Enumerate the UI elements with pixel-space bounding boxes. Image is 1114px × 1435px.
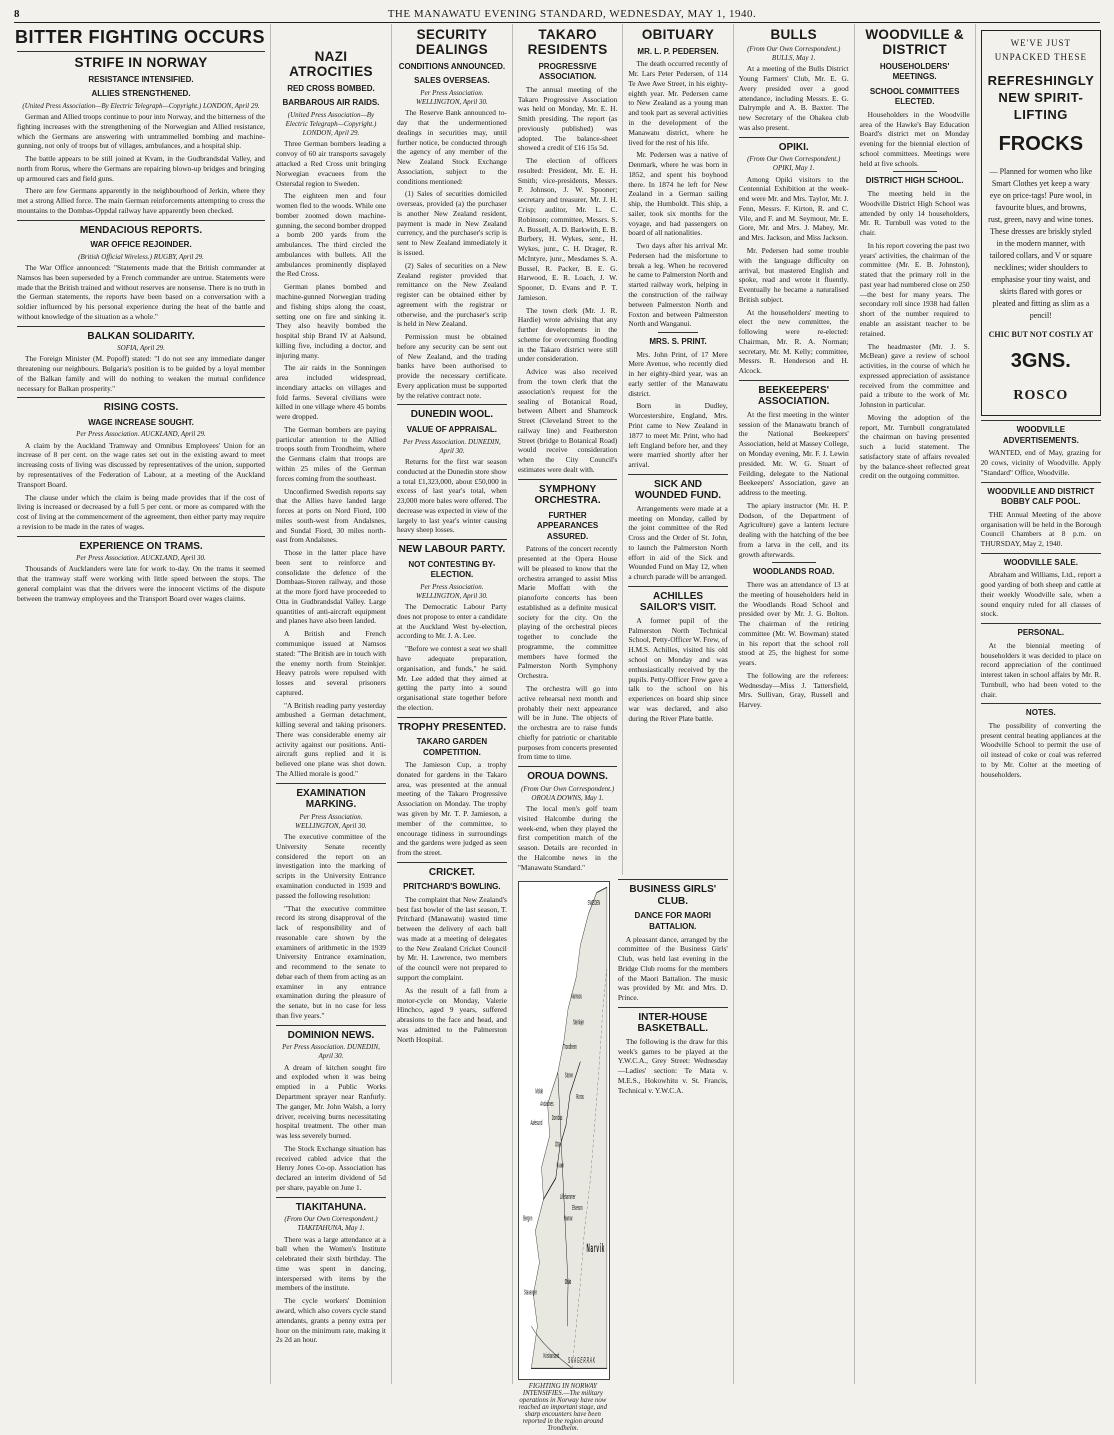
subhead: CONDITIONS ANNOUNCED.: [398, 61, 506, 71]
headline: BALKAN SOLIDARITY.: [87, 330, 195, 342]
columns: [12, 24, 1106, 1433]
paragraph: The air raids in the Sonningen area included widespread, incendiary attacks on villages and fold farms. Several civilians were killed in one village where 45 bombs were dropped.: [276, 363, 386, 422]
paragraph: A claim by the Auckland Tramway and Omnibus Employees' Union for an increase of 8 per cent. on the wage rates set out in the existing award to meet increasing costs of living was discussed by representatives of the union, supported by representatives of the Federation of Labour, at a meeting of the Auckland Transport Board.: [17, 440, 265, 489]
headline-strife-norway: STRIFE IN NORWAY: [74, 54, 208, 70]
subhead: RESISTANCE INTENSIFIED.: [88, 74, 194, 84]
masthead: [14, 6, 1100, 23]
dateline: (From Our Own Correspondent.) OPIKI, May 1.: [747, 155, 841, 173]
subhead: DISTRICT HIGH SCHOOL.: [865, 176, 964, 186]
dateline: (British Official Wireless.) RUGBY, April 29.: [78, 252, 204, 261]
map-label: Steinkjer: [572, 1019, 584, 1028]
map-label: Andalsnes: [540, 1101, 554, 1110]
column-7: [855, 24, 976, 1384]
paragraph: "A British reading party yesterday ambushed a German detachment, killing several and taking prisoners. There was considerable enemy air activity against our positions. Anti-aircraft guns replied and it is believed one plane was shot down. The Allied morale is good.": [276, 700, 386, 778]
headline-security-dealings: SECURITY DEALINGS: [415, 27, 488, 57]
paragraph: The clause under which the claim is being made provides that if the cost of living is increased or decreased by a full 5 per cent. or more as compared with the cost of living at the commencement of the agreement, then either party may require a revision to be made in the rates of wages.: [17, 492, 265, 531]
paragraph: Returns for the first war season conducted at the Dunedin store show a total £1,323,000, about £50,000 in excess of last year's total, when 23,000 more bales were offered. The decrease was expected in view of the largely to last year's winter causing heavy sheep losses.: [396, 456, 507, 535]
column-1: [12, 24, 271, 1384]
paragraph: A British and French communique issued at Namsos stated: "The British are in touch with the enemy north from Steinkjer. Heavy patrols were repulsed with losses and several prisoners captured.: [276, 629, 386, 697]
map-label: Elverum: [572, 1204, 583, 1213]
map-row: [513, 875, 733, 1435]
headline: BEEKEEPERS' ASSOCIATION.: [757, 384, 830, 408]
paragraph: Abraham and Williams, Ltd., report a good yarding of both sheep and cattle at their weekly Woodville sale, when a sound enquiry ruled for all classes of stock.: [980, 570, 1102, 619]
paragraph: German and Allied troops continue to pour into Norway, and the bitterness of the fighting increases with the strengthening of the Norwegian and Allied resistance, which the Germans are answering with untrammelled bombing and machine-gunning, not only of troops but of villages, ambulances, and a hospital ship.: [17, 112, 265, 151]
subhead: RED CROSS BOMBED.: [287, 83, 375, 93]
paragraph: The Foreign Minister (M. Popoff) stated: "I do not see any immediate danger threatening our neighbours. Bulgaria's position is to be guided by a loyal member of the Balkan family and will do nothing to weaken the mutual confidence necessary for Balkan prosperity.": [17, 354, 265, 393]
banner-headline: BITTER FIGHTING OCCURS: [15, 27, 265, 47]
paragraph: The executive committee of the University Senate recently considered the report on an investigation into the marking of scripts in the University Entrance examination conducted in 1939 and passed the following resolution:: [276, 832, 386, 900]
page-number: 8: [14, 8, 20, 20]
paragraph: In his report covering the past two years' activities, the chairman of the committee (Mr. E. B. Johnston), stated that the primary roll in the past year had numbered close on 250—the best for many years. The secondary roll since 1938 had fallen short of the number required to enable an assistant teacher to be retained.: [859, 240, 970, 338]
subhead: FURTHER APPEARANCES ASSURED.: [536, 510, 599, 541]
paragraph: The complaint that New Zealand's best fast bowler of the last season, T. Pritchard (Manawatu) wasted time between the delivery of each ball was made at a meeting of delegates to the New Zealand Cricket Council by Mr. H. Lawrence, two members of the council were not prepared to support the complaint.: [396, 894, 507, 982]
paragraph: A pleasant dance, arranged by the committee of the Business Girls' Club, was held last evening in the Bridge Club rooms for the members of the Maori Battalion. The music was provided by Mr. and Mrs. D. Prince.: [617, 934, 728, 1003]
paragraph: There was a large attendance at a ball when the Women's Institute celebrated their sixth birthday. The time was spent in dancing, interspersed with items by the members of the institute.: [276, 1234, 386, 1293]
paragraph: "That the executive committee record its strong disapproval of the lack of responsibility and of reasonable care shown by the examiners of arithmetic in the 1939 University Entrance examination, and recommend to the senate to debar each of them from acting as an examiner in any entrance examination during the pleasure of the senate, but in no case for less than five years.": [276, 903, 386, 1020]
headline-obituary: OBITUARY: [641, 27, 715, 42]
headline: WOODVILLE SALE.: [1003, 557, 1078, 567]
map-label: Aalesund: [530, 1120, 543, 1129]
paragraph: Patrons of the concert recently presented at the Opera House will be pleased to know that the orchestra arranged to assist Miss Marie Moffatt with the pianoforte concerts has been established as a definite musical society for the city. On the playing of the orchestral pieces together to conclude the programme, the committee members have formed the Palmerston North Symphony Orchestra.: [517, 544, 618, 681]
map-label: Molde: [535, 1088, 544, 1097]
paragraph: The eighteen men and four women fled to the woods. While one bomber zoomed down machine-gunning, the second bomber dropped a bomb 200 yards from the ambulances. The third circled the ambulances with bullets. All the ambulances prominently displayed the Red Cross.: [276, 191, 386, 279]
column-4: [513, 24, 623, 875]
column-6: [734, 24, 855, 1384]
headline-bulls: BULLS: [770, 27, 817, 42]
map-label: Narvik: [586, 1242, 605, 1256]
column-3: [392, 24, 513, 1384]
headline: WOODVILLE AND DISTRICT BOBBY CALF POOL.: [987, 486, 1095, 507]
dateline: (United Press Association—By Electric Telegraph—Copyright.) LONDON, April 29.: [285, 110, 377, 138]
paragraph: The Reserve Bank announced to-day that the undermentioned dealings in securities may, until further notice, be conducted through the agency of any member of the New Zealand Stock Exchange Association, subject to the conditions mentioned:: [396, 108, 507, 186]
paragraph: There are few Germans apparently in the neighbourhood of Jerkin, where they met a strong Allied force. The main German reinforcements attempting to cross the mountains to the Dombas-Oppdal railway have apparently been checked.: [17, 186, 265, 215]
ad-price-label: CHIC BUT NOT COSTLY AT: [988, 329, 1093, 339]
paragraph: The death occurred recently of Mr. Lars Peter Pedersen, of 114 Te Awe Awe Street, in his eighty-eighth year. Mr. Pedersen came to New Zealand as a young man and took part as several activities in the development of the Manawatu district, where he lived for the rest of his life.: [628, 59, 728, 147]
dateline: (From Our Own Correspondent.) TIAKITAHUNA, May 1.: [284, 1215, 378, 1233]
paragraph: Among Opiki visitors to the Centennial Exhibition at the week-end were Mr. and Mrs. Taylor, Mr. J. Fenn, Messrs. F. Kirton, R. and C. Vile, and F. and M. Seymour, Mr. E. Gore, Mr. and Mrs. J. Mabey, Mr. and Mrs. Jackson, and Miss Jackson.: [738, 174, 849, 243]
subhead: PRITCHARD'S BOWLING.: [403, 882, 501, 892]
subhead: HOUSEHOLDERS' MEETINGS.: [879, 61, 950, 82]
dateline: (From Our Own Correspondent.) BULLS, May 1.: [747, 44, 841, 63]
map-label: Roros: [576, 1093, 584, 1102]
paragraph: The meeting held in the Woodville District High School was attended by only 14 householders, Mr. R. Turnbull was voted to the chair.: [859, 189, 970, 238]
column-5: [623, 24, 732, 875]
subhead: WAGE INCREASE SOUGHT.: [88, 417, 194, 427]
map-caption: FIGHTING IN NORWAY INTENSIFIES.—The military operations in Norway have now reached an important stage, and sharp encounters have been reported in the region around Trondheim.: [518, 1383, 607, 1433]
headline: OROUA DOWNS.: [527, 771, 608, 783]
paragraph: The cycle workers' Dominion award, which also covers cycle stand attendants, grants a penny extra per hour on the minimum rate, making it 2s 2d an hour.: [276, 1296, 386, 1345]
paragraph: The War Office announced: "Statements made that the British commander at Namsos has been superseded by a French commander are untrue. Statements were made that the British trained and without reserves are nonsense. There is no truth in the German statements, the reports have been based on a conversation with a soldier influenced by his personal experience during the heat of the battle and without knowledge of the situation as a whole.": [17, 263, 265, 321]
dateline: (United Press Association—By Electric Telegraph—Copyright.) LONDON, April 29.: [22, 101, 260, 110]
subhead: SALES OVERSEAS.: [414, 76, 490, 86]
subhead: SCHOOL COMMITTEES ELECTED.: [869, 86, 960, 107]
headline-nazi-atrocities: NAZI ATROCITIES: [289, 49, 373, 79]
column-5b: [613, 875, 733, 1435]
map-label: Bergen: [522, 1215, 533, 1224]
ad-brand: ROSCO: [1013, 387, 1069, 403]
dateline: Per Press Association. DUNEDIN, April 30.: [403, 437, 501, 455]
norway-map: [518, 881, 610, 1380]
headline-takaro-residents: TAKARO RESIDENTS: [527, 27, 608, 57]
paragraph: Thousands of Aucklanders were late for work to-day. On the trams it seemed that the tramway staff were working with little speed between the stops. The general complaint was that the drivers were the innocent victims of the dispute between the tramway employees and the Transport Board over wages claims.: [17, 564, 265, 603]
map-block: [513, 875, 613, 1435]
paragraph: As the result of a fall from a motor-cycle on Monday, Valerie Hinchco, aged 9 years, suffered abrasions to the face and head, and was admitted to the Palmerston North Hospital.: [396, 985, 507, 1044]
map-label: Dombas: [551, 1115, 563, 1124]
column-8: [976, 24, 1106, 1384]
ad-tagline: WE'VE JUST UNPACKED THESE: [994, 38, 1087, 62]
subhead: NOT CONTESTING BY-ELECTION.: [408, 559, 496, 580]
dateline: Per Press Association. AUCKLAND, April 30.: [76, 554, 206, 563]
paragraph: Unconfirmed Swedish reports say that the Allies have landed large forces at ports on Nord Fiord, 100 miles south-west from Andalsnes, and Sundal Fiord, 30 miles north-east from Andalsnes.: [276, 486, 386, 545]
ad-title: REFRESHINGLY NEW SPIRIT-LIFTING: [987, 73, 1095, 123]
subhead: ALLIES STRENGTHENED.: [91, 89, 191, 99]
headline: DUNEDIN WOOL.: [410, 409, 494, 421]
paragraph: The apiary instructor (Mr. H. P. Dodson, of the Department of Agriculture) gave a lantern lecture dealing with the hatching of the bee from a larva in the cell, and its growth afterwards.: [738, 500, 849, 559]
ad-body: — Planned for women who like Smart Clothes yet keep a wary eye on price-tags! Pure wool, in favourite blues, and browns, rust, green, navy and wine tones. These dresses are briskly styled in the modern manner, with tailored collars, and V or square necklines; wider shoulders to emphasise your tiny waist, and skirts flared with gores or pleated and fitting as slim as a pencil!: [988, 166, 1094, 320]
paragraph: Advice was also received from the town clerk that the association's request for the sealing of Botanical Road, between Albert and Shamrock Street (Cleveland Street to the railway line) and Featherston Street (bridge to Botanical Road) would receive consideration when the City Council's estimates were dealt with.: [517, 367, 618, 474]
paragraph: A dream of kitchen sought fire and exploded when it was being emptied in a Public Works Department sprayer near Ranfurly. The ganger, Mr. John Walsh, a lorry driver, receiving burns necessitating hospital treatment. The other man was less severely burned.: [276, 1062, 386, 1141]
headline: INTER-HOUSE BASKETBALL.: [637, 1011, 709, 1035]
headline: NOTES.: [1025, 708, 1056, 718]
paragraph: WANTED, end of May, grazing for 20 cows, vicinity of Woodville. Apply "Standard" Office, Woodville.: [980, 448, 1102, 477]
subhead: TAKARO GARDEN COMPETITION.: [416, 737, 488, 757]
paragraph: Born in Dudley, Worcestershire, England, Mrs. Print came to New Zealand in 1877 to meet Mr. Print, who had left England before her, and they were married shortly after her arrival.: [628, 401, 728, 470]
paragraph: The battle appears to be still joined at Kvam, in the Gudbrandsdal Valley, and north from Rorus, where the Germans are repairing blown-up bridges and bringing up armoured cars and field guns.: [17, 154, 265, 183]
dateline: Per Press Association. WELLINGTON, April 30.: [416, 88, 488, 107]
subhead: MRS. S. PRINT.: [649, 337, 707, 347]
paragraph: Three German bombers leading a convoy of 60 air transports savagely attacked a Red Cross unit bringing Norwegian evacuees from the Ostersdal region to Sweden.: [276, 139, 386, 188]
paragraph: The town clerk (Mr. J. R. Hardie) wrote advising that any further developments in the scheme for overcoming flooding in the Takaro district were still under consideration.: [517, 305, 618, 364]
headline-woodville: WOODVILLE & DISTRICT: [865, 27, 964, 57]
subhead: MR. L. P. PEDERSEN.: [637, 46, 719, 56]
masthead-title: THE MANAWATU EVENING STANDARD, WEDNESDAY, MAY 1, 1940.: [387, 8, 757, 20]
paragraph: Two days after his arrival Mr. Pedersen had the misfortune to break a leg. When he recovered he came to Palmerston North and started railway work, helping in the construction of the railway between Palmerston North and Foxton and between Palmerston North and Wanganui.: [628, 241, 728, 329]
dateline: Per Press Association. AUCKLAND, April 29.: [76, 430, 206, 439]
headline: NEW LABOUR PARTY.: [398, 544, 506, 556]
dateline: Per Press Association. DUNEDIN, April 30.: [282, 1043, 380, 1061]
headline: TIAKITAHUNA.: [295, 1201, 367, 1213]
paragraph: Householders in the Woodville area of the Hawke's Bay Education Board's district met on Monday evening for the biennial election of school committees. Meetings were held at five schools.: [859, 109, 970, 168]
paragraph: The election of officers resulted: President, Mr. E. H. Smith; vice-presidents, Messrs. P. Johnson, J. W. Spooner; secretary and treasurer, Mr. J. H. Crisp; auditor, Mr. L. C. Robinson; committee, Messrs. S. A. Bussell, A. D. Barkwith, E. B. Burbery, H. Wykes, senr., H. Wykes, junr., C. H. Drager, R. McIntyre, junr., Mesdames S. A. Bussel, R. Packer, B. E. G. Harwood, E. R. Loach, J. W. Spooner, D. Evans and P. T. Jamieson.: [517, 156, 618, 302]
dateline: SOFIA, April 29.: [117, 344, 165, 353]
map-label: Hamar: [563, 1215, 573, 1224]
headline: BUSINESS GIRLS' CLUB.: [629, 884, 717, 907]
frocks-advertisement: [981, 30, 1101, 416]
paragraph: (2) Sales of securities on a New Zealand register provided that remittance on the New Zealand register can be obtained either by agreement with the registrar or otherwise, and the purchaser's scrip is held in New Zealand.: [396, 260, 507, 329]
ad-price: 3GNS.: [1010, 350, 1071, 373]
dateline: (From Our Own Correspondent.) OROUA DOWNS, May 1.: [520, 784, 615, 802]
paragraph: THE Annual Meeting of the above organisation will be held in the Borough Council Chambers at 8 p.m. on THURSDAY, May 2, 1940.: [980, 509, 1102, 549]
dateline: Per Press Association. WELLINGTON, April 30.: [295, 812, 367, 830]
headline: MENDACIOUS REPORTS.: [79, 224, 203, 236]
paragraph: "Before we contest a seat we shall have adequate preparation, organisation, and funds," he said. Mr. Lee added that they aimed at getting the party into a sound organisational state together before the election.: [396, 644, 507, 712]
map-label: Trondheim: [563, 1044, 577, 1053]
headline: OPIKI.: [778, 141, 809, 153]
headline: EXAMINATION MARKING.: [296, 787, 366, 811]
subhead: WOODLANDS ROAD.: [753, 567, 835, 577]
headline: EXPERIENCE ON TRAMS.: [79, 540, 203, 552]
paragraph: At the householders' meeting to elect the new committee, the following were re-elected: Chairman, Mr. R. A. Norman; secretary, Mr. M. Kelly; committee, Messrs. R. Henderson and H. Alcock.: [738, 307, 849, 376]
column-2: [271, 24, 392, 1384]
headline: WOODVILLE ADVERTISEMENTS.: [1002, 425, 1079, 445]
paragraph: Mr. Pedersen was a native of Denmark, where he was born in 1852, and spent his boyhood there. In 1874 he left for New Zealand in a German sailing ship, the Humboldt. This ship, a sailer, took six months for the voyage, and had passengers on board of all nationalities.: [628, 150, 728, 238]
headline: SICK AND WOUNDED FUND.: [634, 478, 722, 502]
ad-headline: FROCKS: [998, 133, 1084, 156]
map-label: Stavanger: [523, 1289, 537, 1298]
paragraph: Arrangements were made at a meeting on Monday, called by the joint committee of the Red Cross and the Order of St. John, to launch the Palmerston North effort in aid of the Sick and Wounded Fund on May 12, when a church parade will be arranged.: [628, 503, 728, 582]
paragraph: The local men's golf team visited Halcombe during the week-end, when they played the first competition match of the season. Details are recorded in the Halcombe news in the "Manawatu Standard.": [517, 804, 618, 872]
map-label: SWEDEN: [587, 900, 601, 909]
map-label: SKAGERRAK: [567, 1356, 596, 1367]
paragraph: Permission must be obtained before any security can be sent out of New Zealand, and the trading banks have been authorised to provide the necessary certificate. Every application must be supported by the relative contract note.: [396, 332, 507, 400]
headline: DOMINION NEWS.: [287, 1029, 375, 1041]
paragraph: At a meeting of the Bulls District Young Farmers' Club, Mr. E. G. Avery presided over a good attendance, including Messrs. E. G. Dalrymple and A. B. Baxter. The new Secretary of the Ohakea club was also present.: [738, 64, 849, 132]
paragraph: The orchestra will go into active rehearsal next month and probably their next appearance will be in June. The objects of the orchestra are to raise funds chiefly for patriotic or charitable purposes from concerts presented from time to time.: [517, 684, 618, 762]
subhead: PROGRESSIVE ASSOCIATION.: [538, 61, 597, 82]
paragraph: The Stock Exchange situation has received cabled advice that the Henry Jones Co-op. Association has declared an interim dividend of 5d per share, payable on June 1.: [276, 1143, 386, 1192]
paragraph: The possibility of converting the present central heating appliances at the Woodville School to permit the use of oil instead of coke or coal was referred to by Mr. Colter at the meeting of householders.: [980, 720, 1102, 779]
subhead: BARBAROUS AIR RAIDS.: [282, 98, 380, 108]
paragraph: The German bombers are paying particular attention to the Allied troops south from Trondheim, where the Germans claim that troops are within 25 miles of the German forces coming from the southeast.: [276, 424, 386, 483]
paragraph: At the biennial meeting of householders it was decided to place on record appreciation of the continued interest taken in school affairs by Mr. R. Turnbull, who had been voted to the chair.: [980, 640, 1102, 699]
map-label: Lillehammer: [559, 1194, 576, 1203]
subhead: VALUE OF APPRAISAL.: [406, 424, 498, 434]
paragraph: At the first meeting in the winter session of the Manawatu branch of the National Beekeepers' Association, held at Massey College, on Monday evening, Mr. F. J. Lewin presided. Mr. W. G. Stuart of Feilding, delegate to the National Beekeepers' Association, gave an address to the meeting.: [738, 409, 849, 498]
paragraph: Mrs. John Print, of 17 Mere Mere Avenue, who recently died in her eighty-third year, was an early settler of the Manawatu district.: [628, 349, 728, 398]
paragraph: The Jamieson Cup, a trophy donated for gardens in the Takaro area, was presented at the annual meeting of the Takaro Progressive Association on Monday. The trophy was given by Mr. T. P. Jamieson, a member of the committee, to encourage tidiness in surroundings and the gardens were judged as seen from the street.: [396, 760, 507, 858]
map-label: Kristiansand: [543, 1353, 560, 1361]
map-label: Namsos: [571, 993, 582, 1002]
map-label: Oslo: [564, 1279, 572, 1287]
paragraph: There was an attendance of 13 at the meeting of householders held in the Woodlands Road School and presided over by Mr. J. G. Bolton. The chairman of the retiring committee (Mr. W. Bowman) stated in his report that the school roll stood at 25, the highest for some years.: [738, 579, 849, 668]
paragraph: German planes bombed and machine-gunned Norwegian trading and fishing ships along the coast, setting one on fire and sinking it. They also heavily bombed the hospital ship Brand IV at Aalsund, killing five, including a doctor, and injuring many.: [276, 282, 386, 360]
headline: CRICKET.: [428, 866, 475, 878]
dateline: Per Press Association. WELLINGTON, April 30.: [416, 582, 488, 600]
map-label: Storen: [564, 1072, 574, 1081]
paragraph: Those in the latter place have been sent to reinforce and consolidate the defence of the Dombaas-Storen railway, and those at the more fjord have proceeded to Otta in Gudbrandsdal Valley. Large quantities of anti-aircraft equipment and planes have also been landed.: [276, 548, 386, 626]
subhead: DANCE FOR MAORI BATTALION.: [634, 911, 711, 931]
headline: ACHILLES SAILOR'S VISIT.: [639, 590, 717, 614]
paragraph: A former pupil of the Palmerston North Technical School, Petty-Officer W. Frew, of H.M.S. Achilles, visited his old school on Monday and was enthusiastically received by the pupils. Petty-Officer Frew gave a talk to the school on his experiences on board ship since war was declared, and also during the River Plate battle.: [628, 615, 728, 723]
paragraph: The headmaster (Mr. J. S. McBean) gave a review of school activities, in the course of which he expressed appreciation of assistance received from the committee and paid a tribute to the work of Mr. Johnston in particular.: [859, 341, 970, 410]
paragraph: Moving the adoption of the report, Mr. Turnbull congratulated the chairman on having presented such a lucid statement. The satisfactory state of affairs revealed by the balance-sheet reflected great credit on the outgoing committee.: [859, 412, 970, 481]
paragraph: The following are the referees: Wednesday—Miss J. Tattersfield, Mrs. Sullivan, Gray, Russell and Harvey.: [738, 670, 849, 710]
headline: TROPHY PRESENTED.: [397, 721, 506, 733]
map-label: Otta: [554, 1141, 561, 1150]
paragraph: Mr. Pedersen had some trouble with the language difficulty on arrival, but mastered English and spoke, read and wrote it fluently. Eventually he became a naturalised British subject.: [738, 246, 849, 304]
headline: PERSONAL.: [1017, 628, 1065, 638]
subhead: WAR OFFICE REJOINDER.: [90, 240, 192, 250]
paragraph: (1) Sales of securities domiciled overseas, provided (a) the purchaser is another New Zealand resident, payment is made in New Zealand currency, and the purchaser's scrip is sent to New Zealand immediately it is issued.: [396, 189, 507, 257]
center-block: [513, 24, 734, 1433]
headline: SYMPHONY ORCHESTRA.: [534, 483, 601, 507]
paragraph: The following is the draw for this week's games to be played at the Y.W.C.A., Grey Street: Wednesday—Ladies' section: Te Mata v. M.E.S., Hokowhitu v. St. Francis, Technical v. Y.W.C.A.: [617, 1036, 728, 1095]
paragraph: The Democratic Labour Party does not propose to enter a candidate at the Auckland West by-election, according to Mr. J. A. Lee.: [396, 602, 507, 641]
map-label: Kvam: [556, 1162, 564, 1171]
paragraph: The annual meeting of the Takaro Progressive Association was held on Monday, Mr. E. H. Smith presiding. The report (as previously published) was adopted. The balance-sheet showed a credit of £16 15s 5d.: [517, 84, 618, 153]
headline: RISING COSTS.: [103, 402, 179, 414]
